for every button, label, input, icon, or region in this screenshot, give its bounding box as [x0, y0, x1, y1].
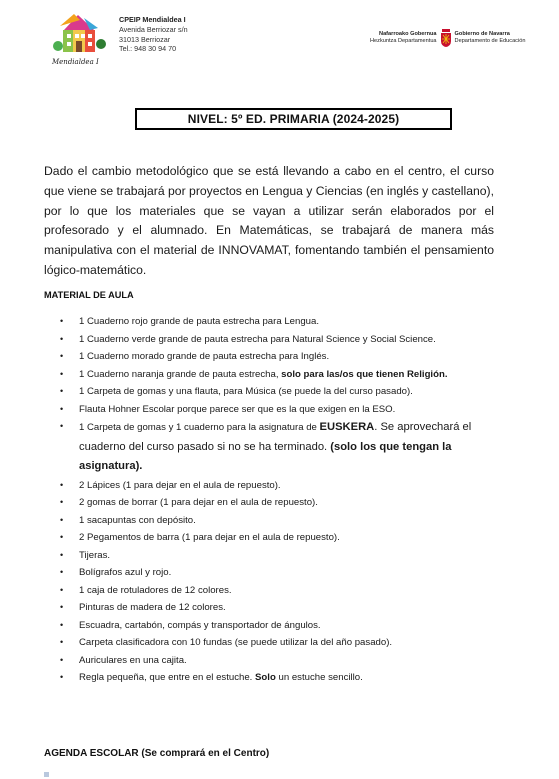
list-item — [44, 599, 514, 617]
item-text: 1 sacapuntas con depósito. — [79, 514, 196, 526]
list-item — [44, 529, 514, 547]
bullet-icon: • — [60, 333, 64, 344]
phone: Tel.: 948 30 94 70 — [119, 44, 177, 54]
bullet-icon: • — [60, 479, 64, 490]
item-text: 1 Carpeta de gomas y 1 cuaderno para la asignatura de — [79, 422, 320, 433]
gov-basque-dept: Hezkuntza Departamentua — [370, 38, 437, 44]
school-name: CPEIP Mendialdea I — [119, 15, 186, 24]
list-item — [44, 383, 514, 401]
bullet-icon: • — [60, 403, 64, 414]
agenda-heading: AGENDA ESCOLAR (Se comprará en el Centro) — [44, 748, 270, 759]
item-text: Bolígrafos azul y rojo. — [79, 567, 172, 578]
page-header — [0, 0, 559, 70]
gov-spanish-dept: Departamento de Educación — [454, 38, 526, 44]
bullet-icon: • — [60, 549, 64, 560]
item-text: 1 Cuaderno naranja grande de pauta estrecha, — [79, 368, 282, 380]
item-text-bold: solo para las/os que tienen Religión. — [281, 368, 448, 380]
item-text: . Se aprovechará el cuaderno del curso pasado si no se ha terminado. — [79, 421, 472, 453]
list-item — [44, 401, 514, 419]
bullet-icon: • — [60, 672, 64, 682]
bullet-icon: • — [60, 637, 64, 647]
bullet-icon: • — [60, 514, 64, 525]
bullet-icon: • — [60, 497, 64, 507]
list-marker — [44, 772, 49, 777]
list-item — [44, 617, 514, 635]
bullet-icon: • — [60, 619, 64, 630]
logo-text: Mendialdea I — [52, 58, 99, 66]
list-item — [44, 669, 514, 687]
item-text: 1 caja de rotuladores de 12 colores. — [79, 584, 232, 596]
list-item — [44, 366, 514, 384]
bullet-icon: • — [60, 316, 64, 326]
item-text-bold: EUSKERA — [319, 421, 375, 433]
item-text: 1 Cuaderno morado grande de pauta estrecha para Inglés. — [79, 351, 330, 362]
gov-spanish-text — [455, 31, 526, 45]
list-item — [44, 634, 514, 652]
item-text: Regla pequeña, que entre en el estuche. — [79, 672, 256, 683]
school-logo-icon — [50, 10, 108, 58]
intro-paragraph: Dado el cambio metodológico que se está llevando a cabo en el centro, el curso que viene se trabajará por proyectos en Lengua y Ciencias (en inglés y castellano), por lo que los materiales que se vayan a utilizar serán elaborados por el profesorado y el alumnado. En Matemáticas, se trabajará de manera más manipulativa con el material de INNOVAMAT, fomentando también el pensamiento lógico-matemático. — [44, 164, 494, 277]
bullet-icon: • — [60, 421, 64, 431]
list-item — [44, 564, 514, 582]
school-logo — [50, 10, 108, 66]
list-item — [44, 477, 514, 495]
item-text-bold: (solo los que tengan la asignatura). — [79, 440, 452, 472]
item-text: 1 Cuaderno verde grande de pauta estrecha para Natural Science y Social Science. — [79, 333, 436, 345]
list-item — [44, 494, 514, 512]
item-text: 2 gomas de borrar (1 para dejar en el aula de repuesto). — [79, 497, 318, 508]
bullet-icon: • — [60, 386, 64, 396]
level-title: NIVEL: 5º ED. PRIMARIA (2024-2025) — [135, 108, 452, 130]
school-info — [119, 15, 188, 54]
list-item — [44, 652, 514, 670]
item-text: Pinturas de madera de 12 colores. — [79, 602, 226, 613]
list-item — [44, 418, 514, 477]
bullet-icon: • — [60, 654, 64, 665]
item-text-bold: Solo — [255, 672, 276, 683]
item-text: Tijeras. — [79, 549, 111, 561]
item-text: Auriculares en una cajita. — [79, 654, 187, 666]
bullet-icon: • — [60, 584, 64, 595]
item-text: Carpeta clasificadora con 10 fundas (se puede utilizar la del año pasado). — [79, 637, 393, 648]
gov-basque-text — [370, 31, 437, 45]
list-item — [44, 582, 514, 600]
bullet-icon: • — [60, 368, 64, 379]
item-text: 2 Lápices (1 para dejar en el aula de repuesto). — [79, 479, 281, 491]
item-text: Flauta Hohner Escolar porque parece ser que es la que exigen en la ESO. — [79, 403, 396, 415]
list-item — [44, 512, 514, 530]
list-item — [44, 348, 514, 366]
list-item — [44, 331, 514, 349]
item-text: 1 Carpeta de gomas y una flauta, para Música (se puede la del curso pasado). — [79, 386, 413, 397]
navarra-shield-icon — [440, 29, 452, 47]
item-text: Escuadra, cartabón, compás y transportador de ángulos. — [79, 619, 321, 631]
section-title: MATERIAL DE AULA — [44, 290, 134, 300]
address-line-1: Avenida Berriozar s/n — [119, 24, 188, 34]
bullet-icon: • — [60, 567, 64, 577]
material-list — [44, 313, 514, 687]
gov-spanish-name: Gobierno de Navarra — [454, 31, 510, 37]
bullet-icon: • — [60, 602, 64, 612]
bullet-icon: • — [60, 532, 64, 542]
item-text: un estuche sencillo. — [275, 672, 363, 683]
address-line-2: 31013 Berriozar — [119, 34, 171, 44]
list-item — [44, 547, 514, 565]
list-item — [44, 313, 514, 331]
item-text: 1 Cuaderno rojo grande de pauta estrecha para Lengua. — [79, 316, 320, 327]
bullet-icon: • — [60, 351, 64, 361]
item-text: 2 Pegamentos de barra (1 para dejar en el aula de repuesto). — [79, 532, 340, 543]
gov-basque-name: Nafarroako Gobernua — [379, 31, 437, 37]
government-logo — [370, 28, 525, 48]
